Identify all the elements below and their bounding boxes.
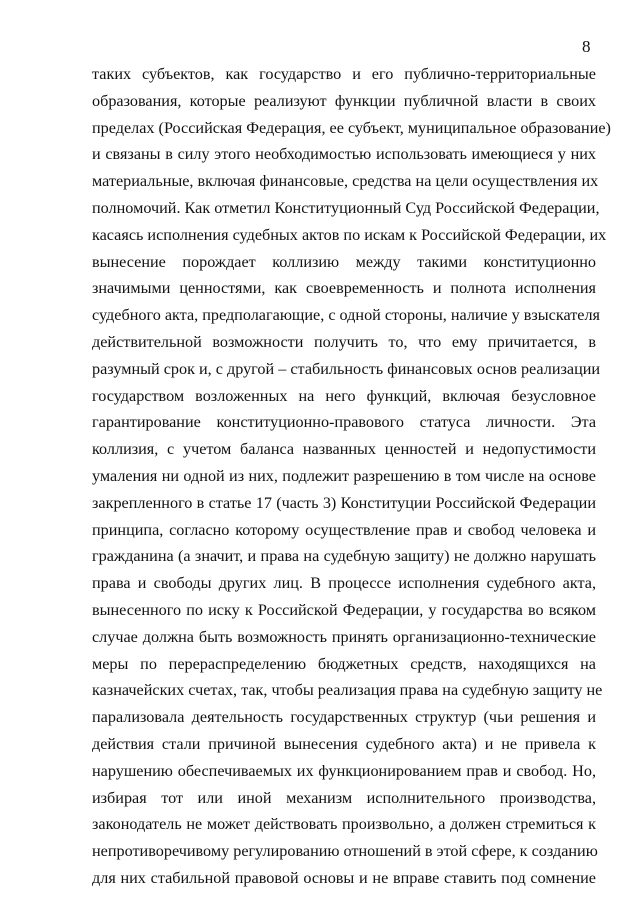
text-line: значимыми ценностями, как своевременность и полнота исполнения — [92, 279, 596, 298]
text-line: вынесенного по иску к Российской Федерации, у государства во всяком — [92, 600, 596, 619]
text-line: права и свободы других лиц. В процессе исполнения судебного акта, — [92, 574, 596, 593]
text-line: меры по перераспределению бюджетных средств, находящихся на — [92, 654, 596, 673]
text-line: законодатель не может действовать произвольно, а должен стремиться к — [92, 815, 596, 834]
text-line: образования, которые реализуют функции публичной власти в своих — [92, 91, 596, 110]
text-line: судебного акта, предполагающие, с одной стороны, наличие у взыскателя — [92, 306, 601, 325]
text-line: касаясь исполнения судебных актов по искам к Российской Федерации, их — [92, 225, 607, 244]
text-line: парализовала деятельность государственных структур (чьи решения и — [92, 708, 596, 727]
body-text — [92, 61, 611, 892]
text-line: государством возложенных на него функций, включая безусловное — [92, 386, 596, 405]
text-line: гражданина (а значит, и права на судебную защиту) не должно нарушать — [92, 547, 596, 566]
text-line: полномочий. Как отметил Конституционный Суд Российской Федерации, — [92, 198, 600, 217]
text-line: действительной возможности получить то, что ему причитается, в — [92, 332, 596, 351]
text-line: казначейских счетах, так, чтобы реализация права на судебную защиту не — [92, 681, 603, 700]
text-line: для них стабильной правовой основы и не вправе ставить под сомнение — [92, 868, 596, 887]
text-line: избирая тот или иной механизм исполнительного производства, — [92, 788, 596, 807]
text-line: нарушению обеспечиваемых их функционированием прав и свобод. Но, — [92, 761, 596, 780]
text-line: разумный срок и, с другой – стабильность финансовых основ реализации — [92, 359, 601, 378]
text-line: случае должна быть возможность принять организационно-технические — [92, 627, 596, 646]
page-number: 8 — [582, 37, 591, 56]
text-line: умаления ни одной из них, подлежит разрешению в том числе на основе — [92, 466, 596, 485]
text-line: закрепленного в статье 17 (часть 3) Конституции Российской Федерации — [92, 493, 596, 512]
text-line: непротиворечивому регулированию отношений в этой сфере, к созданию — [92, 842, 598, 861]
text-line: и связаны в силу этого необходимостью использовать имеющиеся у них — [92, 145, 596, 164]
text-line: таких субъектов, как государство и его публично-территориальные — [92, 65, 596, 83]
text-line: гарантирование конституционно-правового статуса личности. Эта — [92, 413, 596, 432]
text-line: пределах (Российская Федерация, ее субъект, муниципальное образование) — [92, 118, 611, 137]
text-line: принципа, согласно которому осуществление прав и свобод человека и — [92, 520, 596, 539]
text-line: коллизия, с учетом баланса названных ценностей и недопустимости — [92, 440, 596, 459]
text-line: действия стали причиной вынесения судебного акта) и не привела к — [92, 734, 596, 753]
text-line: вынесение порождает коллизию между такими конституционно — [92, 252, 596, 271]
text-line: материальные, включая финансовые, средства на цели осуществления их — [92, 172, 599, 191]
